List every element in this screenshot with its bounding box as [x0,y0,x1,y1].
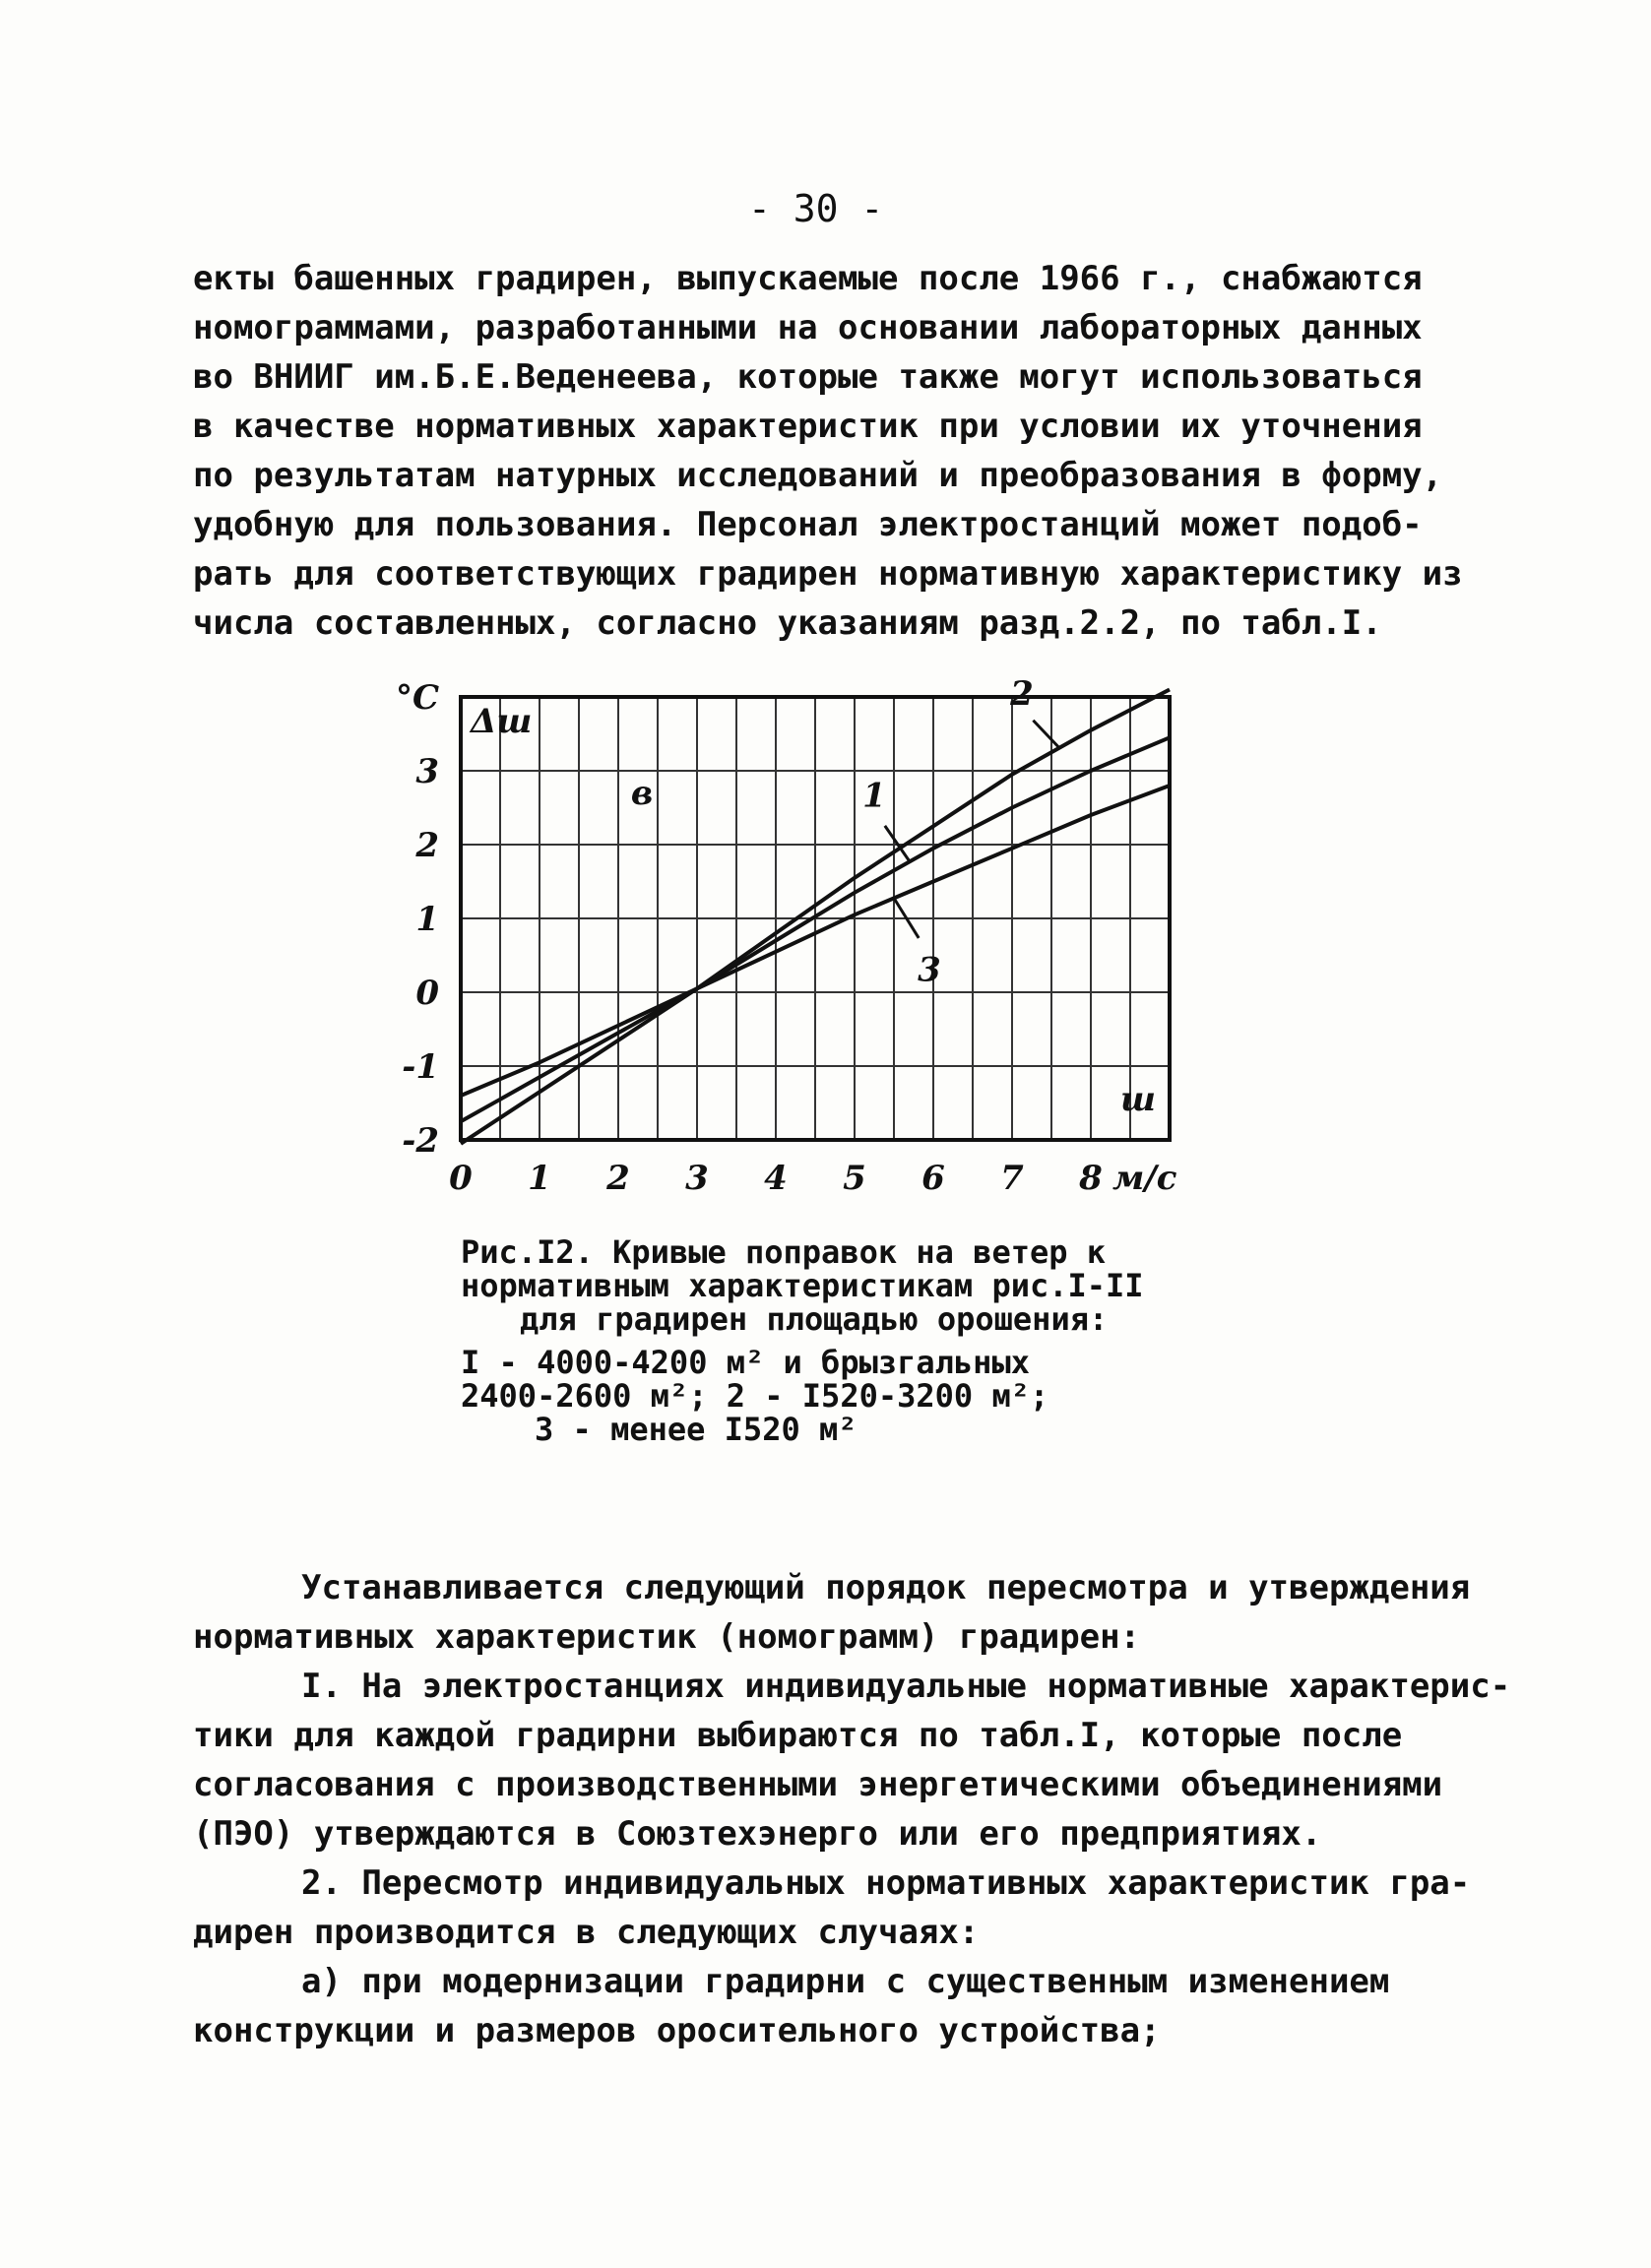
text-line: I. На электростанциях индивидуальные нормативные характерис- [301,1667,1511,1706]
text-line: екты башенных градирен, выпускаемые после 1966 г., снабжаются [193,259,1423,298]
x-tick-label: 5 [843,1159,866,1198]
callout-label-1: 1 [862,776,886,816]
text-line: дирен производится в следующих случаях: [193,1913,980,1952]
callout-label-3: 3 [918,950,941,990]
x-tick-label: 2 [606,1159,630,1198]
caption-line: для градирен площадью орошения: [520,1300,1109,1338]
text-line: (ПЭО) утверждаются в Союзтехэнерго или его предприятиях. [193,1814,1322,1854]
text-line: во ВНИИГ им.Б.Е.Веденеева, которые также могут использоваться [193,357,1423,397]
x-tick-label: 7 [1000,1159,1024,1198]
text-line: удобную для пользования. Персонал электростанций может подоб- [193,505,1423,544]
text-line: конструкции и размеров оросительного устройства; [193,2011,1161,2050]
callout-label-2: 2 [1010,679,1034,714]
paragraph-top [193,254,1463,648]
x-tick-label: 3 [685,1159,709,1198]
text-line: а) при модернизации градирни с существенным изменением [301,1962,1390,2001]
text-line: числа составленных, согласно указаниям разд.2.2, по табл.I. [193,603,1382,643]
region-label: в [630,773,654,813]
text-line: нормативных характеристик (номограмм) градирен: [193,1617,1141,1657]
caption-line: I - 4000-4200 м² и брызгальных [461,1344,1030,1381]
y-tick-label: 1 [415,900,439,939]
y-symbol-label: Δш [471,702,533,741]
text-line: по результатам натурных исследований и преобразования в форму, [193,456,1443,495]
text-line: согласования с производственными энергетическими объединениями [193,1765,1443,1804]
y-tick-label: 0 [415,974,439,1013]
x-tick-label: 4 [764,1159,788,1198]
caption-line: Рис.I2. Кривые поправок на ветер к [461,1233,1107,1271]
y-axis-label: °C [395,679,439,718]
x-axis-label: м/с [1112,1159,1177,1198]
callout-leader-2 [1033,721,1059,748]
y-tick-label: 3 [415,752,439,791]
wind-correction-chart [394,679,1201,1230]
x-tick-label: 6 [921,1159,945,1198]
y-tick-label: 2 [415,826,439,865]
y-tick-label: -1 [402,1047,439,1087]
y-tick-label: -2 [402,1121,439,1161]
x-tick-label: 8 [1079,1159,1103,1198]
page-number: - 30 - [748,187,884,230]
x-tick-label: 1 [528,1159,551,1198]
text-line: 2. Пересмотр индивидуальных нормативных характеристик гра- [301,1863,1471,1903]
text-line: Устанавливается следующий порядок пересмотра и утверждения [301,1568,1471,1607]
figure-caption [461,1235,1144,1446]
caption-line: нормативным характеристикам рис.I-II [461,1267,1144,1304]
text-line: тики для каждой градирни выбираются по табл.I, которые после [193,1716,1403,1755]
text-line: номограммами, разработанными на основании лабораторных данных [193,308,1423,347]
text-line: рать для соответствующих градирен нормативную характеристику из [193,554,1463,594]
caption-line: 3 - менее I520 м² [535,1411,857,1448]
x-symbol-label: ш [1120,1080,1156,1119]
paragraph-bottom [193,1563,1510,2055]
text-line: в качестве нормативных характеристик при условии их уточнения [193,407,1423,446]
x-tick-label: 0 [449,1159,473,1198]
caption-line: 2400-2600 м²; 2 - I520-3200 м²; [461,1377,1049,1415]
chart-svg [394,679,1201,1230]
